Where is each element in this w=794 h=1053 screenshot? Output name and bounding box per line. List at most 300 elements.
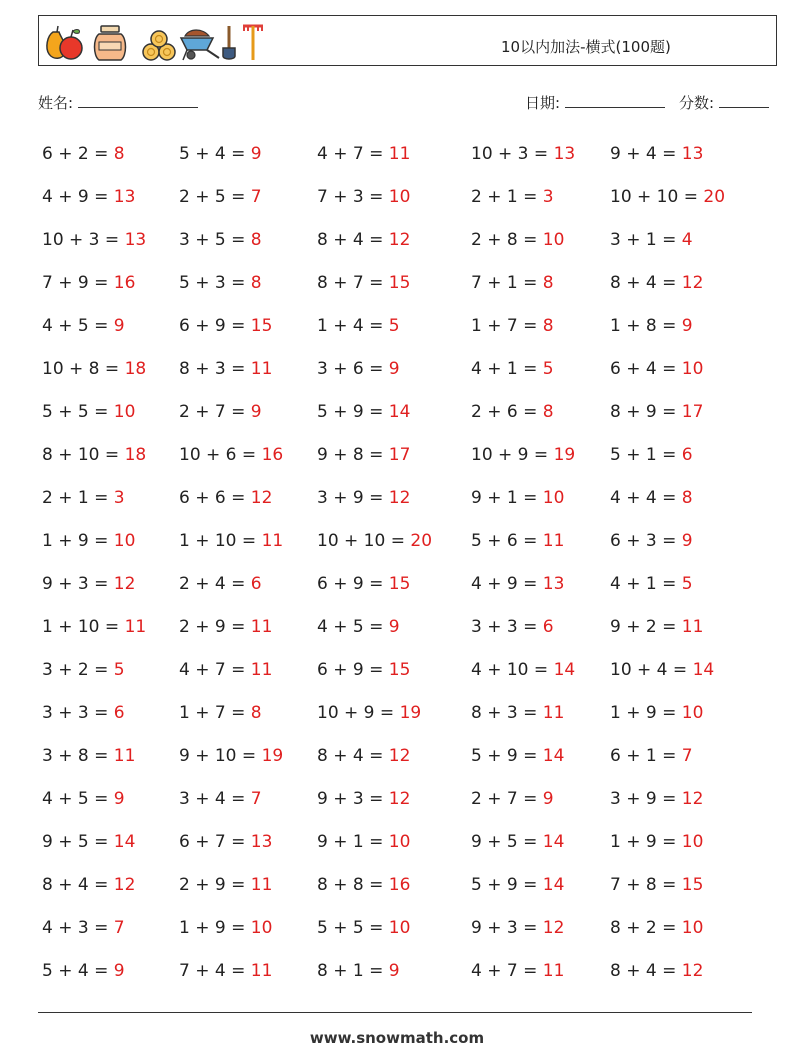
problem-answer: 14 [388,402,411,422]
header-icons [43,22,273,62]
problem-answer: 12 [388,746,411,766]
problem-item [179,273,262,293]
problem-answer: 12 [681,273,704,293]
problem-item [317,531,432,551]
problem-item [317,144,410,164]
problem-item [471,359,554,379]
problem-answer: 8 [542,273,554,293]
problem-question: 6 + 9 = [317,660,389,680]
farm-icons-strip [43,22,273,62]
problem-question: 10 + 10 = [317,531,411,551]
problem-question: 10 + 9 = [317,703,400,723]
problem-item [42,617,146,637]
problem-question: 3 + 8 = [42,746,114,766]
problem-answer: 11 [113,746,136,766]
problem-item [317,789,410,809]
problem-answer: 11 [250,617,273,637]
problem-question: 10 + 10 = [610,187,704,207]
problem-question: 4 + 5 = [317,617,389,637]
problem-item [42,488,125,508]
problem-item [42,230,146,250]
problem-item [610,445,693,465]
problem-question: 8 + 10 = [42,445,125,465]
problem-question: 2 + 1 = [42,488,114,508]
problem-answer: 11 [250,359,273,379]
problem-answer: 9 [681,531,693,551]
problem-question: 6 + 7 = [179,832,251,852]
problem-question: 8 + 7 = [317,273,389,293]
problem-item [42,961,125,981]
problem-question: 5 + 4 = [179,144,251,164]
problem-answer: 12 [681,789,704,809]
problem-answer: 14 [542,832,565,852]
problem-item [610,316,693,336]
problem-item [471,961,564,981]
problem-question: 4 + 7 = [471,961,543,981]
problem-answer: 11 [542,703,565,723]
problem-answer: 19 [399,703,422,723]
problem-question: 6 + 9 = [179,316,251,336]
problem-item [179,488,272,508]
problem-item [610,961,703,981]
problem-item [317,187,410,207]
problem-question: 9 + 1 = [471,488,543,508]
problem-item [610,230,693,250]
problem-question: 9 + 5 = [471,832,543,852]
problem-answer: 11 [542,961,565,981]
problem-answer: 10 [681,832,704,852]
problem-answer: 10 [681,359,704,379]
problem-answer: 7 [113,918,125,938]
problem-item [179,617,272,637]
worksheet-header [38,15,777,66]
problem-item [471,832,564,852]
problem-item [179,359,272,379]
problem-answer: 10 [388,187,411,207]
problem-question: 10 + 9 = [471,445,554,465]
problem-question: 3 + 5 = [179,230,251,250]
problem-item [42,875,135,895]
problem-question: 8 + 2 = [610,918,682,938]
problem-answer: 7 [250,187,262,207]
problem-item [42,746,135,766]
problem-answer: 17 [388,445,411,465]
problem-answer: 9 [250,402,262,422]
problem-item [317,316,400,336]
problem-item [471,230,564,250]
problem-question: 2 + 7 = [179,402,251,422]
problem-answer: 11 [250,875,273,895]
problem-question: 8 + 4 = [317,230,389,250]
problem-item [317,703,421,723]
problem-answer: 10 [542,488,565,508]
pear-apple-icon [47,26,82,59]
problem-question: 5 + 9 = [471,875,543,895]
problem-question: 5 + 9 = [317,402,389,422]
problem-question: 3 + 9 = [317,488,389,508]
problem-question: 9 + 5 = [42,832,114,852]
problem-answer: 10 [681,918,704,938]
problem-question: 4 + 7 = [317,144,389,164]
problem-answer: 10 [681,703,704,723]
problem-question: 1 + 10 = [179,531,262,551]
problem-answer: 18 [124,359,147,379]
problem-answer: 15 [388,273,411,293]
problem-item [179,144,262,164]
problem-answer: 9 [250,144,262,164]
problem-item [42,402,135,422]
problem-item [471,187,554,207]
wheelbarrow-icon [181,30,219,60]
date-blank[interactable] [565,93,665,108]
problem-answer: 6 [681,445,693,465]
problem-item [317,359,400,379]
problem-item [610,531,693,551]
problem-question: 1 + 9 = [610,703,682,723]
problem-item [610,488,693,508]
problem-item [471,875,564,895]
problem-question: 10 + 8 = [42,359,125,379]
problem-answer: 13 [681,144,704,164]
worksheet-title: 10以内加法-横式(100题) [501,38,671,56]
problem-answer: 10 [113,531,136,551]
problem-item [610,187,725,207]
problem-question: 8 + 1 = [317,961,389,981]
problem-question: 10 + 4 = [610,660,693,680]
problem-item [179,531,283,551]
problem-answer: 9 [681,316,693,336]
problem-question: 3 + 2 = [42,660,114,680]
problem-question: 2 + 9 = [179,875,251,895]
problem-question: 3 + 6 = [317,359,389,379]
problem-question: 3 + 3 = [471,617,543,637]
problem-item [471,918,564,938]
problem-item [610,273,703,293]
problem-answer: 11 [124,617,147,637]
problem-item [42,144,125,164]
problem-item [471,531,564,551]
problem-answer: 10 [113,402,136,422]
problem-item [471,574,564,594]
problem-question: 1 + 9 = [42,531,114,551]
problem-answer: 13 [124,230,147,250]
footer-divider [38,1012,752,1013]
problem-question: 5 + 5 = [317,918,389,938]
problem-item [317,230,410,250]
problem-question: 3 + 1 = [610,230,682,250]
problem-question: 4 + 1 = [610,574,682,594]
problem-item [42,660,125,680]
problem-item [471,746,564,766]
problem-item [179,875,272,895]
problem-question: 8 + 3 = [179,359,251,379]
problem-item [610,144,703,164]
problem-item [610,789,703,809]
problem-question: 7 + 8 = [610,875,682,895]
problem-item [317,746,410,766]
problem-question: 6 + 9 = [317,574,389,594]
problem-item [317,617,400,637]
problem-question: 5 + 1 = [610,445,682,465]
problem-question: 1 + 4 = [317,316,389,336]
problem-answer: 16 [113,273,136,293]
problem-answer: 11 [250,961,273,981]
problem-item [42,703,125,723]
problem-answer: 20 [410,531,433,551]
problem-answer: 15 [250,316,273,336]
problem-item [179,230,262,250]
problem-item [42,574,135,594]
problem-item [610,574,693,594]
problem-question: 5 + 3 = [179,273,251,293]
problem-question: 8 + 4 = [610,961,682,981]
problem-answer: 10 [388,832,411,852]
problem-question: 1 + 8 = [610,316,682,336]
problem-question: 3 + 4 = [179,789,251,809]
problem-answer: 12 [113,875,136,895]
problem-question: 9 + 1 = [317,832,389,852]
problem-answer: 11 [261,531,284,551]
problem-item [179,703,262,723]
problem-answer: 10 [388,918,411,938]
problem-answer: 16 [261,445,284,465]
problem-answer: 13 [542,574,565,594]
problem-answer: 8 [113,144,125,164]
problem-question: 4 + 1 = [471,359,543,379]
problem-item [610,660,714,680]
problem-question: 4 + 7 = [179,660,251,680]
problem-answer: 9 [113,961,125,981]
problem-question: 4 + 5 = [42,789,114,809]
problem-answer: 14 [113,832,136,852]
problem-answer: 6 [250,574,262,594]
problem-item [471,660,575,680]
problem-question: 2 + 9 = [179,617,251,637]
problem-answer: 8 [250,230,262,250]
problem-question: 8 + 9 = [610,402,682,422]
problem-answer: 8 [681,488,693,508]
problem-item [317,660,410,680]
problem-item [610,746,693,766]
problem-answer: 13 [113,187,136,207]
problem-question: 6 + 3 = [610,531,682,551]
problem-answer: 7 [681,746,693,766]
problem-question: 10 + 6 = [179,445,262,465]
problem-item [610,359,703,379]
problem-question: 2 + 4 = [179,574,251,594]
problem-answer: 6 [542,617,554,637]
problem-answer: 5 [542,359,554,379]
problem-item [317,273,410,293]
problem-question: 2 + 1 = [471,187,543,207]
problem-answer: 6 [113,703,125,723]
problem-question: 1 + 7 = [179,703,251,723]
problem-answer: 11 [388,144,411,164]
problem-answer: 5 [113,660,125,680]
problem-answer: 9 [542,789,554,809]
problem-question: 6 + 4 = [610,359,682,379]
problem-answer: 9 [388,961,400,981]
problem-item [471,316,554,336]
problem-item [179,961,272,981]
problem-question: 1 + 10 = [42,617,125,637]
problem-question: 7 + 3 = [317,187,389,207]
problem-question: 2 + 6 = [471,402,543,422]
problem-question: 2 + 8 = [471,230,543,250]
problem-answer: 8 [542,402,554,422]
problem-question: 2 + 5 = [179,187,251,207]
problem-answer: 7 [250,789,262,809]
date-field [525,92,665,113]
problem-item [179,789,262,809]
problem-answer: 15 [388,574,411,594]
problem-answer: 12 [388,488,411,508]
problem-answer: 10 [250,918,273,938]
problem-answer: 15 [388,660,411,680]
problem-question: 9 + 2 = [610,617,682,637]
date-label: 日期: [525,94,561,112]
problem-answer: 9 [113,316,125,336]
problem-item [317,918,410,938]
problem-item [42,187,135,207]
problem-item [179,402,262,422]
problem-item [42,918,125,938]
problem-question: 10 + 3 = [471,144,554,164]
problem-answer: 3 [542,187,554,207]
problem-item [317,488,410,508]
problem-question: 8 + 4 = [610,273,682,293]
problem-item [471,402,554,422]
problem-question: 4 + 4 = [610,488,682,508]
problem-item [179,918,272,938]
problem-item [42,789,125,809]
problem-question: 9 + 3 = [317,789,389,809]
problem-answer: 18 [124,445,147,465]
problem-question: 4 + 10 = [471,660,554,680]
name-blank[interactable] [78,93,198,108]
problem-answer: 12 [388,789,411,809]
problem-item [471,703,564,723]
problem-item [317,574,410,594]
problem-answer: 3 [113,488,125,508]
problem-item [42,316,125,336]
problem-answer: 8 [250,273,262,293]
problem-item [471,445,575,465]
problem-answer: 15 [681,875,704,895]
problem-answer: 12 [113,574,136,594]
problem-answer: 11 [250,660,273,680]
problem-answer: 9 [113,789,125,809]
problem-question: 6 + 6 = [179,488,251,508]
problem-question: 9 + 3 = [42,574,114,594]
problem-question: 8 + 8 = [317,875,389,895]
problem-question: 2 + 7 = [471,789,543,809]
problem-question: 9 + 10 = [179,746,262,766]
problem-question: 3 + 9 = [610,789,682,809]
problem-item [179,746,283,766]
problem-item [42,359,146,379]
problem-question: 5 + 9 = [471,746,543,766]
problem-answer: 5 [388,316,400,336]
problem-question: 1 + 9 = [610,832,682,852]
problem-item [471,144,575,164]
problem-item [610,703,703,723]
hay-bales-icon [143,31,175,60]
footer-url: www.snowmath.com [309,1029,485,1047]
problem-item [471,789,554,809]
problem-question: 4 + 9 = [42,187,114,207]
problem-question: 9 + 8 = [317,445,389,465]
problem-question: 9 + 4 = [610,144,682,164]
problem-item [179,316,272,336]
score-field [679,92,769,113]
problem-item [42,832,135,852]
problem-question: 3 + 3 = [42,703,114,723]
problem-answer: 14 [692,660,715,680]
problem-item [610,918,703,938]
name-field [38,92,198,113]
problem-question: 1 + 7 = [471,316,543,336]
score-blank[interactable] [719,93,769,108]
problem-question: 6 + 1 = [610,746,682,766]
problem-answer: 12 [388,230,411,250]
problem-question: 8 + 3 = [471,703,543,723]
problem-answer: 10 [542,230,565,250]
problem-item [471,617,554,637]
problem-answer: 13 [553,144,576,164]
problem-item [317,875,410,895]
problem-question: 9 + 3 = [471,918,543,938]
problem-answer: 12 [250,488,273,508]
problem-answer: 4 [681,230,693,250]
problem-item [610,617,703,637]
problem-answer: 14 [553,660,576,680]
problem-question: 5 + 5 = [42,402,114,422]
problem-item [317,445,410,465]
problem-item [179,660,272,680]
problem-answer: 11 [681,617,704,637]
problem-item [42,273,135,293]
problem-question: 5 + 4 = [42,961,114,981]
problem-question: 7 + 4 = [179,961,251,981]
problem-question: 10 + 3 = [42,230,125,250]
problem-answer: 12 [681,961,704,981]
problem-answer: 8 [542,316,554,336]
problem-item [179,187,262,207]
problem-item [610,402,703,422]
problem-question: 7 + 1 = [471,273,543,293]
problem-answer: 16 [388,875,411,895]
problem-item [610,875,703,895]
problem-item [317,832,410,852]
problem-answer: 9 [388,359,400,379]
name-label: 姓名: [38,94,74,112]
problem-item [179,832,272,852]
problem-item [317,961,400,981]
problem-item [317,402,410,422]
problem-item [42,445,146,465]
problem-item [471,273,554,293]
score-label: 分数: [679,94,715,112]
jar-icon [95,26,126,60]
problem-answer: 14 [542,746,565,766]
problem-question: 4 + 9 = [471,574,543,594]
problem-answer: 11 [542,531,565,551]
problem-answer: 17 [681,402,704,422]
problem-answer: 14 [542,875,565,895]
problem-question: 4 + 5 = [42,316,114,336]
problem-item [179,574,262,594]
